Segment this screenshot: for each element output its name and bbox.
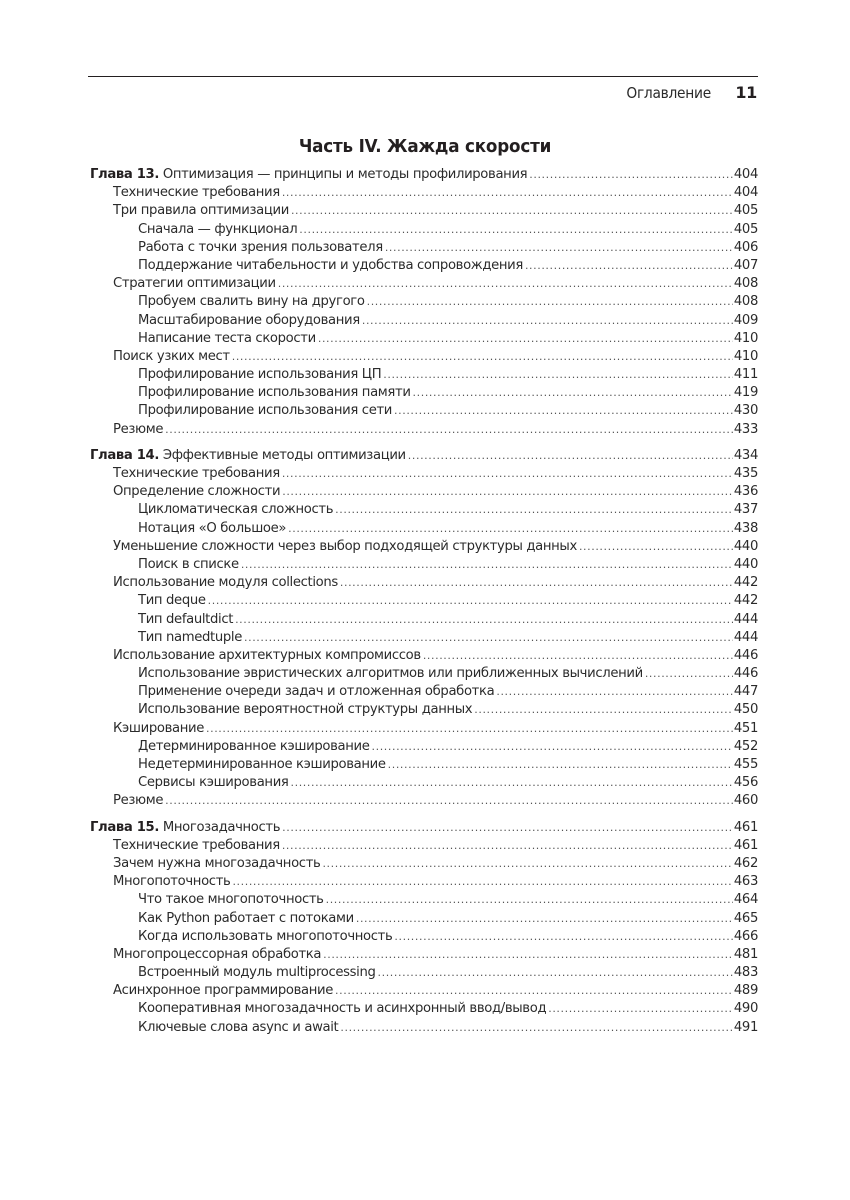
dot-leader [548,1000,733,1018]
toc-page-number: 444 [733,629,758,645]
toc-entry-title: Технические требования [113,466,280,481]
toc-page-number: 408 [733,294,758,310]
toc-entry[interactable] [90,384,758,402]
toc-entry[interactable] [90,465,758,483]
toc-entry-title: Стратегии оптимизации [113,276,276,292]
toc-entry-title: Масштабирование оборудования [138,312,360,328]
toc-entry-title: Поиск узких мест [113,348,230,364]
toc-entry-title [90,819,280,837]
toc-entry[interactable] [90,520,758,538]
toc-entry-title: Применение очереди задач и отложенная обработка [138,684,495,700]
page-number: 11 [735,83,757,102]
toc-page-number: 452 [733,738,758,754]
chapter-label: Глава 13. [90,167,160,182]
toc-page-number: 461 [733,837,758,853]
toc-entry[interactable] [90,701,758,719]
dot-leader [335,982,733,1000]
toc-entry[interactable] [90,665,758,683]
dot-leader [278,275,733,293]
toc-page-number: 419 [733,385,758,401]
toc-entry-title: Многопроцессорная обработка [113,946,322,962]
toc-entry[interactable] [90,556,758,574]
toc-page-number: 483 [733,965,758,981]
dot-leader [356,910,733,928]
toc-entry[interactable] [90,837,758,855]
toc-page-number: 404 [733,185,758,201]
toc-entry[interactable] [90,873,758,891]
dot-leader [372,738,733,756]
toc-entry-title: Технические требования [113,837,280,853]
dot-leader [291,774,733,792]
dot-leader [385,239,733,257]
dot-leader [423,647,733,665]
toc-entry-title: Использование эвристических алгоритмов или приближенных вычислений [138,666,643,682]
toc-entry-title: Сервисы кэширования [138,775,289,791]
dot-leader [282,184,733,202]
dot-leader [208,592,733,610]
toc-page-number: 490 [733,1001,758,1017]
header-rule [88,76,758,77]
toc-page-number: 446 [733,666,758,682]
toc-entry[interactable] [90,946,758,964]
dot-leader [645,665,733,683]
toc-entry-title: Пробуем свалить вину на другого [138,294,365,310]
toc-entry[interactable] [90,592,758,610]
dot-leader [288,520,733,538]
toc-page-number: 408 [733,276,758,292]
toc-page-number: 430 [733,403,758,419]
toc-page-number: 462 [733,855,758,871]
toc-page-number: 409 [733,312,758,328]
toc-page-number: 405 [733,221,758,237]
toc-chapter-entry[interactable] [90,166,758,184]
dot-leader [383,366,733,384]
toc-entry-title: Резюме [113,421,164,437]
toc-entry-title: Как Python работает с потоками [138,910,354,926]
toc-entry[interactable] [90,366,758,384]
toc-chapter-entry[interactable] [90,447,758,465]
dot-leader [282,837,733,855]
chapter-title: Многозадачность [162,819,281,835]
table-of-contents [90,166,758,1037]
chapter-label: Глава 15. [90,819,160,835]
toc-entry-title: Асинхронное программирование [113,983,334,999]
toc-entry[interactable] [90,421,758,439]
dot-leader [165,421,733,439]
toc-entry[interactable] [90,293,758,311]
toc-page-number: 456 [733,775,758,791]
toc-page-number: 463 [733,874,758,890]
toc-entry[interactable] [90,257,758,275]
toc-page-number: 447 [733,684,758,700]
toc-entry[interactable] [90,184,758,202]
toc-page-number: 442 [733,593,758,609]
toc-entry[interactable] [90,611,758,629]
toc-entry-title: Определение сложности [113,484,281,500]
toc-page-number: 460 [733,793,758,809]
toc-entry-title: Цикломатическая сложность [138,502,334,518]
toc-entry-title: Что такое многопоточность [138,892,324,908]
dot-leader [378,964,733,982]
dot-leader [282,483,733,501]
toc-entry-title [90,447,406,465]
toc-page-number: 446 [733,647,758,663]
toc-entry-title: Три правила оптимизации [113,203,289,219]
toc-entry[interactable] [90,501,758,519]
toc-page-number: 450 [733,702,758,718]
toc-entry-title: Поддержание читабельности и удобства сопровождения [138,257,523,273]
toc-entry[interactable] [90,330,758,348]
toc-entry-title: Тип deque [138,593,206,609]
toc-entry[interactable] [90,756,758,774]
toc-entry[interactable] [90,738,758,756]
toc-entry-title: Использование модуля collections [113,575,338,591]
toc-page-number: 437 [733,502,758,518]
dot-leader [318,330,733,348]
dot-leader [408,447,733,465]
dot-leader [322,855,732,873]
toc-entry[interactable] [90,538,758,556]
toc-entry[interactable] [90,647,758,665]
toc-entry-title: Кэширование [113,720,204,736]
toc-entry[interactable] [90,348,758,366]
dot-leader [413,384,733,402]
dot-leader [323,946,733,964]
toc-page-number: 406 [733,239,758,255]
toc-page-number: 481 [733,946,758,962]
toc-entry-title: Ключевые слова async и await [138,1019,339,1035]
toc-page-number: 465 [733,910,758,926]
toc-page-number: 405 [733,203,758,219]
toc-entry-title [90,166,527,184]
dot-leader [340,1019,732,1037]
toc-entry[interactable] [90,964,758,982]
toc-entry[interactable] [90,910,758,928]
toc-entry-title: Многопоточность [113,874,231,890]
toc-page-number: 410 [733,348,758,364]
toc-entry[interactable] [90,774,758,792]
dot-leader [241,556,733,574]
toc-entry[interactable] [90,221,758,239]
toc-entry-title: Профилирование использования сети [138,403,393,419]
toc-page-number: 436 [733,484,758,500]
toc-entry[interactable] [90,891,758,909]
toc-entry[interactable] [90,982,758,1000]
toc-page-number: 455 [733,757,758,772]
toc-entry[interactable] [90,574,758,592]
dot-leader [394,402,733,420]
toc-page-number: 407 [733,257,758,273]
running-head-title: Оглавление [626,84,712,102]
chapter-label: Глава 14. [90,447,160,463]
toc-entry[interactable] [90,629,758,647]
dot-leader [232,873,732,891]
toc-entry-title: Встроенный модуль multiprocessing [138,965,376,981]
dot-leader [165,792,733,810]
dot-leader [244,629,733,647]
dot-leader [282,819,733,837]
toc-entry-title: Тип namedtuple [138,629,242,645]
toc-entry[interactable] [90,1019,758,1037]
toc-page-number: 466 [733,928,758,944]
toc-entry[interactable] [90,928,758,946]
part-title: Часть IV. Жажда скорости [298,136,552,157]
toc-page-number: 444 [733,611,758,627]
toc-entry-title: Недетерминированное кэширование [138,757,386,772]
toc-entry-title: Профилирование использования ЦП [138,367,382,383]
toc-page-number: 410 [733,330,758,346]
toc-entry-title: Детерминированное кэширование [138,738,370,754]
toc-page-number: 491 [733,1019,758,1035]
toc-entry[interactable] [90,483,758,501]
dot-leader [291,202,733,220]
running-head [619,83,757,102]
toc-entry-title: Использование вероятностной структуры данных [138,702,473,718]
dot-leader [340,574,733,592]
toc-entry-title: Использование архитектурных компромиссов [113,647,421,663]
toc-page-number: 464 [733,892,758,908]
toc-entry[interactable] [90,202,758,220]
toc-page-number: 435 [733,466,758,481]
dot-leader [299,221,733,239]
dot-leader [326,891,733,909]
toc-entry-title: Нотация «О большое» [138,520,287,536]
dot-leader [335,501,733,519]
toc-page-number: 438 [733,520,758,536]
toc-entry[interactable] [90,683,758,701]
toc-page-number: 411 [733,367,758,383]
toc-entry[interactable] [90,855,758,873]
toc-page-number: 440 [733,556,758,572]
dot-leader [206,720,733,738]
toc-entry[interactable] [90,792,758,810]
dot-leader [232,348,733,366]
toc-entry-title: Поиск в списке [138,556,239,572]
dot-leader [362,312,733,330]
dot-leader [282,465,733,483]
toc-page-number: 404 [733,167,758,182]
dot-leader [367,293,733,311]
dot-leader [474,701,733,719]
toc-page-number: 433 [733,421,758,437]
toc-entry-title: Когда использовать многопоточность [138,928,393,944]
toc-entry[interactable] [90,720,758,738]
chapter-title: Эффективные методы оптимизации [162,447,406,463]
toc-entry-title: Кооперативная многозадачность и асинхронный ввод/вывод [138,1001,547,1017]
toc-entry[interactable] [90,312,758,330]
toc-chapter-entry[interactable] [90,819,758,837]
dot-leader [525,257,733,275]
toc-entry-title: Резюме [113,793,164,809]
dot-leader [235,611,733,629]
dot-leader [394,928,732,946]
dot-leader [496,683,733,701]
toc-page-number: 461 [733,819,758,835]
toc-entry[interactable] [90,1000,758,1018]
toc-entry-title: Профилирование использования памяти [138,385,411,401]
dot-leader [388,756,733,774]
toc-entry[interactable] [90,239,758,257]
toc-entry-title: Написание теста скорости [138,330,316,346]
toc-page-number: 440 [733,538,758,554]
chapter-title: Оптимизация — принципы и методы профилирования [162,167,528,182]
toc-entry-title: Зачем нужна многозадачность [113,855,321,871]
toc-entry-title: Сначала — функционал [138,221,298,237]
toc-entry-title: Уменьшение сложности через выбор подходящей структуры данных [113,538,577,554]
toc-entry-title: Технические требования [113,185,280,201]
toc-page-number: 442 [733,575,758,591]
toc-page-number: 489 [733,983,758,999]
toc-page-number: 434 [733,447,758,463]
dot-leader [579,538,733,556]
toc-entry-title: Тип defaultdict [138,611,234,627]
toc-entry-title: Работа с точки зрения пользователя [138,239,383,255]
toc-page-number: 451 [733,720,758,736]
dot-leader [529,166,733,184]
toc-entry[interactable] [90,275,758,293]
toc-entry[interactable] [90,402,758,420]
